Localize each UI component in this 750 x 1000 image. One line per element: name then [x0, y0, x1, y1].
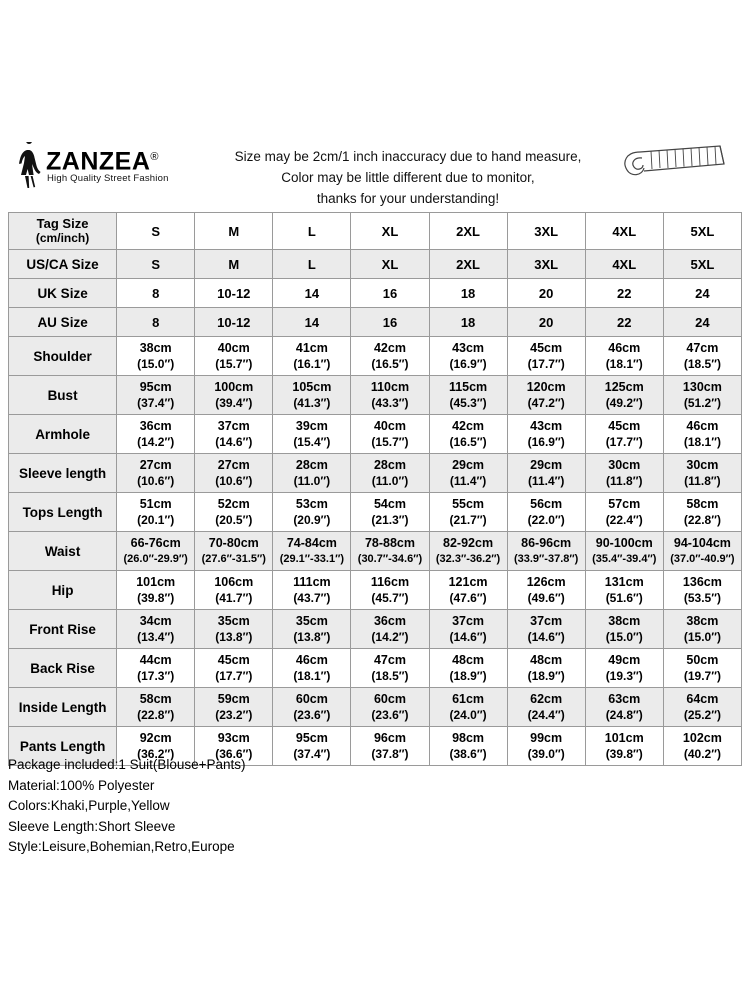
cell: 28cm (11.0″): [273, 454, 351, 493]
cell: 28cm (11.0″): [351, 454, 429, 493]
cell: 38cm (15.0″): [117, 337, 195, 376]
brand-logo: [16, 140, 206, 196]
cell: 16: [351, 308, 429, 337]
cell: 131cm (51.6″): [585, 571, 663, 610]
table-row: [9, 415, 742, 454]
cell: 42cm (16.5″): [351, 337, 429, 376]
cell: 43cm (16.9″): [429, 337, 507, 376]
cell: 82-92cm (32.3″-36.2″): [429, 532, 507, 571]
cell: L: [273, 250, 351, 279]
table-row: [9, 279, 742, 308]
cell: 42cm (16.5″): [429, 415, 507, 454]
cell: 95cm (37.4″): [273, 727, 351, 766]
cell: 37cm (14.6″): [195, 415, 273, 454]
cell: 47cm (18.5″): [663, 337, 741, 376]
cell: 40cm (15.7″): [351, 415, 429, 454]
table-row: [9, 688, 742, 727]
cell: 38cm (15.0″): [585, 610, 663, 649]
cell: 39cm (15.4″): [273, 415, 351, 454]
info-package-included: Package included:1 Suit(Blouse+Pants): [8, 757, 246, 772]
cell: 40cm (15.7″): [195, 337, 273, 376]
cell: 29cm (11.4″): [429, 454, 507, 493]
cell: 96cm (37.8″): [351, 727, 429, 766]
cell: 14: [273, 308, 351, 337]
cell: 35cm (13.8″): [195, 610, 273, 649]
info-colors: Colors:Khaki,Purple,Yellow: [8, 798, 170, 813]
table-row: [9, 337, 742, 376]
cell: 49cm (19.3″): [585, 649, 663, 688]
cell: 5XL: [663, 213, 741, 250]
cell: 20: [507, 308, 585, 337]
cell: S: [117, 250, 195, 279]
cell: 86-96cm (33.9″-37.8″): [507, 532, 585, 571]
cell: 50cm (19.7″): [663, 649, 741, 688]
cell: 30cm (11.8″): [585, 454, 663, 493]
cell: 94-104cm (37.0″-40.9″): [663, 532, 741, 571]
cell: 3XL: [507, 250, 585, 279]
cell: 102cm (40.2″): [663, 727, 741, 766]
cell: 116cm (45.7″): [351, 571, 429, 610]
cell: 3XL: [507, 213, 585, 250]
cell: 48cm (18.9″): [507, 649, 585, 688]
cell: 126cm (49.6″): [507, 571, 585, 610]
cell: 70-80cm (27.6″-31.5″): [195, 532, 273, 571]
cell: 100cm (39.4″): [195, 376, 273, 415]
cell: 24: [663, 308, 741, 337]
cell: 55cm (21.7″): [429, 493, 507, 532]
cell: 98cm (38.6″): [429, 727, 507, 766]
row-label-hip: Hip: [9, 571, 117, 610]
cell: 46cm (18.1″): [663, 415, 741, 454]
table-row: [9, 571, 742, 610]
cell: 56cm (22.0″): [507, 493, 585, 532]
cell: M: [195, 250, 273, 279]
brand-tagline: High Quality Street Fashion: [47, 173, 169, 184]
cell: 44cm (17.3″): [117, 649, 195, 688]
cell: 78-88cm (30.7″-34.6″): [351, 532, 429, 571]
cell: 99cm (39.0″): [507, 727, 585, 766]
cell: 5XL: [663, 250, 741, 279]
cell: 22: [585, 308, 663, 337]
table-row: [9, 250, 742, 279]
cell: XL: [351, 213, 429, 250]
row-label-inside-length: Inside Length: [9, 688, 117, 727]
table-row: [9, 532, 742, 571]
cell: 46cm (18.1″): [273, 649, 351, 688]
cell: 41cm (16.1″): [273, 337, 351, 376]
cell: 47cm (18.5″): [351, 649, 429, 688]
cell: 27cm (10.6″): [117, 454, 195, 493]
table-row: [9, 649, 742, 688]
cell: 101cm (39.8″): [585, 727, 663, 766]
row-label-uk-size: UK Size: [9, 279, 117, 308]
cell: 60cm (23.6″): [351, 688, 429, 727]
cell: 92cm (36.2″): [117, 727, 195, 766]
table-row: [9, 213, 742, 250]
notice-line-3: thanks for your understanding!: [316, 191, 500, 206]
cell: 106cm (41.7″): [195, 571, 273, 610]
cell: 27cm (10.6″): [195, 454, 273, 493]
notice-line-2: Color may be little different due to monitor,: [281, 170, 535, 185]
measuring-tape-icon: [620, 140, 735, 195]
cell: 46cm (18.1″): [585, 337, 663, 376]
brand-name: ZANZEA®: [46, 147, 159, 176]
row-label-back-rise: Back Rise: [9, 649, 117, 688]
cell: 101cm (39.8″): [117, 571, 195, 610]
cell: 37cm (14.6″): [429, 610, 507, 649]
notice-line-1: Size may be 2cm/1 inch inaccuracy due to hand measure,: [234, 149, 582, 164]
row-label-shoulder: Shoulder: [9, 337, 117, 376]
cell: 125cm (49.2″): [585, 376, 663, 415]
cell: 52cm (20.5″): [195, 493, 273, 532]
cell: 29cm (11.4″): [507, 454, 585, 493]
cell: 8: [117, 279, 195, 308]
cell: 10-12: [195, 308, 273, 337]
cell: 16: [351, 279, 429, 308]
row-label-tops-length: Tops Length: [9, 493, 117, 532]
cell: 43cm (16.9″): [507, 415, 585, 454]
cell: S: [117, 213, 195, 250]
chart-header: [8, 140, 742, 210]
cell: 58cm (22.8″): [117, 688, 195, 727]
cell: 64cm (25.2″): [663, 688, 741, 727]
table-row: [9, 493, 742, 532]
row-label-bust: Bust: [9, 376, 117, 415]
cell: 95cm (37.4″): [117, 376, 195, 415]
cell: 8: [117, 308, 195, 337]
table-row: [9, 610, 742, 649]
cell: 54cm (21.3″): [351, 493, 429, 532]
cell: 2XL: [429, 213, 507, 250]
info-style: Style:Leisure,Bohemian,Retro,Europe: [8, 839, 235, 854]
cell: 18: [429, 279, 507, 308]
registered-mark: ®: [150, 151, 159, 163]
cell: 36cm (14.2″): [351, 610, 429, 649]
cell: 18: [429, 308, 507, 337]
cell: 60cm (23.6″): [273, 688, 351, 727]
cell: 35cm (13.8″): [273, 610, 351, 649]
cell: L: [273, 213, 351, 250]
table-row: [9, 454, 742, 493]
cell: 61cm (24.0″): [429, 688, 507, 727]
cell: 34cm (13.4″): [117, 610, 195, 649]
cell: 30cm (11.8″): [663, 454, 741, 493]
row-label-au-size: AU Size: [9, 308, 117, 337]
row-label-waist: Waist: [9, 532, 117, 571]
cell: 14: [273, 279, 351, 308]
row-label-us-ca-size: US/CA Size: [9, 250, 117, 279]
cell: 20: [507, 279, 585, 308]
cell: 4XL: [585, 213, 663, 250]
cell: 2XL: [429, 250, 507, 279]
cell: 115cm (45.3″): [429, 376, 507, 415]
cell: 48cm (18.9″): [429, 649, 507, 688]
cell: 24: [663, 279, 741, 308]
cell: 4XL: [585, 250, 663, 279]
table-row: [9, 308, 742, 337]
size-table: [8, 212, 742, 766]
row-label-sleeve-length: Sleeve length: [9, 454, 117, 493]
cell: 37cm (14.6″): [507, 610, 585, 649]
row-label-tag-size: Tag Size (cm/inch): [9, 213, 117, 250]
cell: 57cm (22.4″): [585, 493, 663, 532]
cell: 63cm (24.8″): [585, 688, 663, 727]
cell: M: [195, 213, 273, 250]
cell: 59cm (23.2″): [195, 688, 273, 727]
cell: 45cm (17.7″): [585, 415, 663, 454]
row-label-armhole: Armhole: [9, 415, 117, 454]
cell: XL: [351, 250, 429, 279]
cell: 111cm (43.7″): [273, 571, 351, 610]
cell: 120cm (47.2″): [507, 376, 585, 415]
cell: 53cm (20.9″): [273, 493, 351, 532]
table-row: [9, 376, 742, 415]
cell: 110cm (43.3″): [351, 376, 429, 415]
row-label-front-rise: Front Rise: [9, 610, 117, 649]
cell: 58cm (22.8″): [663, 493, 741, 532]
cell: 136cm (53.5″): [663, 571, 741, 610]
cell: 90-100cm (35.4″-39.4″): [585, 532, 663, 571]
cell: 62cm (24.4″): [507, 688, 585, 727]
cell: 93cm (36.6″): [195, 727, 273, 766]
cell: 51cm (20.1″): [117, 493, 195, 532]
row-label-pants-length: Pants Length: [9, 727, 117, 766]
cell: 36cm (14.2″): [117, 415, 195, 454]
cell: 66-76cm (26.0″-29.9″): [117, 532, 195, 571]
cell: 130cm (51.2″): [663, 376, 741, 415]
info-sleeve-length: Sleeve Length:Short Sleeve: [8, 818, 176, 834]
woman-figure-icon: [16, 142, 44, 188]
cell: 38cm (15.0″): [663, 610, 741, 649]
cell: 105cm (41.3″): [273, 376, 351, 415]
cell: 45cm (17.7″): [507, 337, 585, 376]
cell: 10-12: [195, 279, 273, 308]
product-info: [8, 755, 728, 858]
cell: 22: [585, 279, 663, 308]
measurement-notice: [198, 146, 618, 209]
cell: 74-84cm (29.1″-33.1″): [273, 532, 351, 571]
info-material: Material:100% Polyester: [8, 777, 155, 793]
cell: 45cm (17.7″): [195, 649, 273, 688]
cell: 121cm (47.6″): [429, 571, 507, 610]
